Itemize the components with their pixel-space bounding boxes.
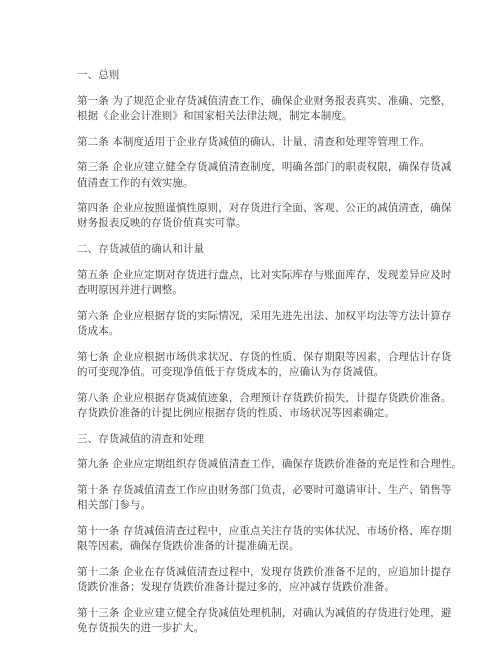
- article-2-line-1: 第二条 本制度适用于企业存货减值的确认、计量、清查和处理等管理工作。: [77, 135, 431, 148]
- article-5-line-2: 查明原因并进行调整。: [77, 284, 183, 297]
- article-4-line-1: 第四条 企业应按照谨慎性原则，对存货进行全面、客观、公正的减值清查，确保: [77, 202, 452, 215]
- article-9-line-1: 第九条 企业应定期组织存货减值清查工作，确保存货跌价准备的充足性和合理性。: [77, 458, 463, 471]
- article-13-line-1: 第十三条 企业应建立健全存货减值处理机制，对确认为减值的存货进行处理，避: [77, 606, 452, 619]
- article-13-line-2: 免存货损失的进一步扩大。: [77, 622, 205, 634]
- article-6-line-2: 货成本。: [77, 325, 120, 338]
- article-6-line-1: 第六条 企业应根据存货的实际情况，采用先进先出法、加权平均法等方法计算存: [77, 309, 452, 322]
- section-heading-general: 一、总则: [77, 69, 120, 81]
- article-11-line-2: 限等因素，确保存货跌价准备的计提准确无误。: [77, 540, 300, 553]
- article-10-line-2: 相关部门参与。: [77, 499, 152, 512]
- article-8-line-1: 第八条 企业应根据存货减值迹象，合理预计存货跌价损失，计提存货跌价准备。: [77, 391, 452, 404]
- article-12-line-1: 第十二条 企业在存货减值清查过程中，发现存货跌价准备不足的，应追加计提存: [77, 565, 452, 578]
- section-heading-recognition: 二、存货减值的确认和计量: [77, 243, 205, 256]
- article-8-line-2: 存货跌价准备的计提比例应根据存货的性质、市场状况等因素确定。: [77, 406, 395, 419]
- article-1-line-1: 第一条 为了规范企业存货减值清查工作，确保企业财务报表真实、准确、完整，: [77, 94, 452, 107]
- article-10-line-1: 第十条 存货减值清查工作应由财务部门负责，必要时可邀请审计、生产、销售等: [77, 484, 452, 497]
- article-1-line-2: 根据《企业会计准则》和国家相关法律法规，制定本制度。: [77, 109, 353, 122]
- article-7-line-1: 第七条 企业应根据市场供求状况、存货的性质、保存期限等因素，合理估计存货: [77, 350, 452, 363]
- article-4-line-2: 财务报表反映的存货价值真实可靠。: [77, 217, 247, 230]
- article-11-line-1: 第十一条 存货减值清查过程中，应重点关注存货的实体状况、市场价格、库存期: [77, 525, 452, 538]
- article-12-line-2: 货跌价准备；发现存货跌价准备计提过多的，应冲减存货跌价准备。: [77, 581, 395, 594]
- article-3-line-1: 第三条 企业应建立健全存货减值清查制度，明确各部门的职责权限，确保存货减: [77, 161, 452, 174]
- section-heading-inspection: 三、存货减值的清查和处理: [77, 432, 205, 445]
- article-5-line-1: 第五条 企业应定期对存货进行盘点，比对实际库存与账面库存，发现差异应及时: [77, 269, 452, 282]
- article-7-line-2: 的可变现净值。可变现净值低于存货成本的，应确认为存货减值。: [77, 365, 385, 378]
- article-3-line-2: 值清查工作的有效实施。: [77, 176, 194, 189]
